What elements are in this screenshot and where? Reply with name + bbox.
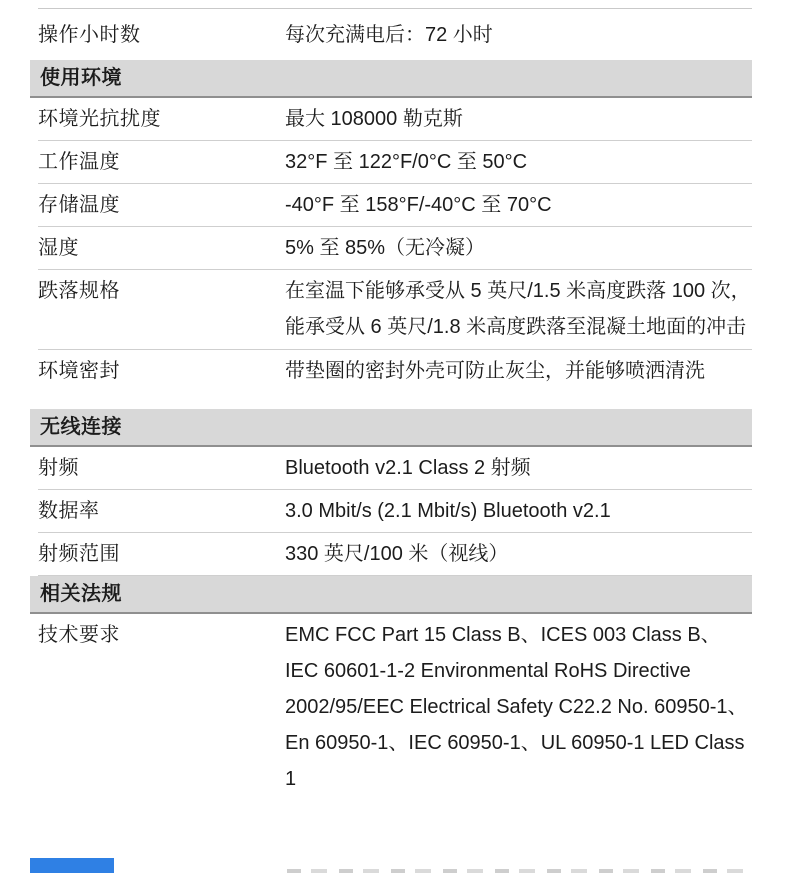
row-label: 工作温度 [38,151,120,173]
row-label: 跌落规格 [38,280,120,302]
section-header-usage-environment: 使用环境 [30,60,752,98]
row-value: 5% 至 85%（无冷凝） [285,237,486,259]
row-value: 32°F 至 122°F/0°C 至 50°C [285,151,528,173]
blue-bar [30,858,114,873]
row-label: 操作小时数 [38,24,141,46]
section-header-wireless: 无线连接 [30,409,752,447]
row-label: 射频范围 [38,543,120,565]
table-row [38,270,752,350]
clipped-next-text-line [287,869,749,873]
table-row [38,614,752,800]
table-row [38,490,752,533]
section-header-regulatory: 相关法规 [30,576,752,614]
row-label: 技术要求 [38,624,120,646]
table-row [38,533,752,576]
row-value: EMC FCC Part 15 Class B、ICES 003 Class B、IEC 60601-1-2 Environmental RoHS Directive 2002/95/EEC Electrical Safety C22.2 No. 60950-1、En 60950-1、IEC 60950-1、UL 60950-1 LED Class 1 [285,624,748,790]
row-label: 存储温度 [38,194,120,216]
table-row [38,8,752,60]
row-value: 在室温下能够承受从 5 英尺/1.5 米高度跌落 100 次，能承受从 6 英尺/1.8 米高度跌落至混凝土地面的冲击 [285,280,751,338]
table-row [38,184,752,227]
row-value: 最大 108000 勒克斯 [285,108,463,130]
row-label: 环境光抗扰度 [38,108,161,130]
spec-table [38,8,752,800]
row-value: 带垫圈的密封外壳可防止灰尘，并能够喷洒清洗 [285,360,705,382]
row-value: 每次充满电后：72 小时 [285,24,493,46]
table-row [38,227,752,270]
row-label: 环境密封 [38,360,120,382]
table-row [38,350,752,395]
row-value: 3.0 Mbit/s (2.1 Mbit/s) Bluetooth v2.1 [285,500,611,522]
row-value: -40°F 至 158°F/-40°C 至 70°C [285,194,552,216]
row-label: 射频 [38,457,79,479]
row-label: 湿度 [38,237,79,259]
row-label: 数据率 [38,500,100,522]
row-value: Bluetooth v2.1 Class 2 射频 [285,457,531,479]
table-row [38,447,752,490]
table-row [38,141,752,184]
table-row [38,98,752,141]
row-value: 330 英尺/100 米（视线） [285,543,509,565]
